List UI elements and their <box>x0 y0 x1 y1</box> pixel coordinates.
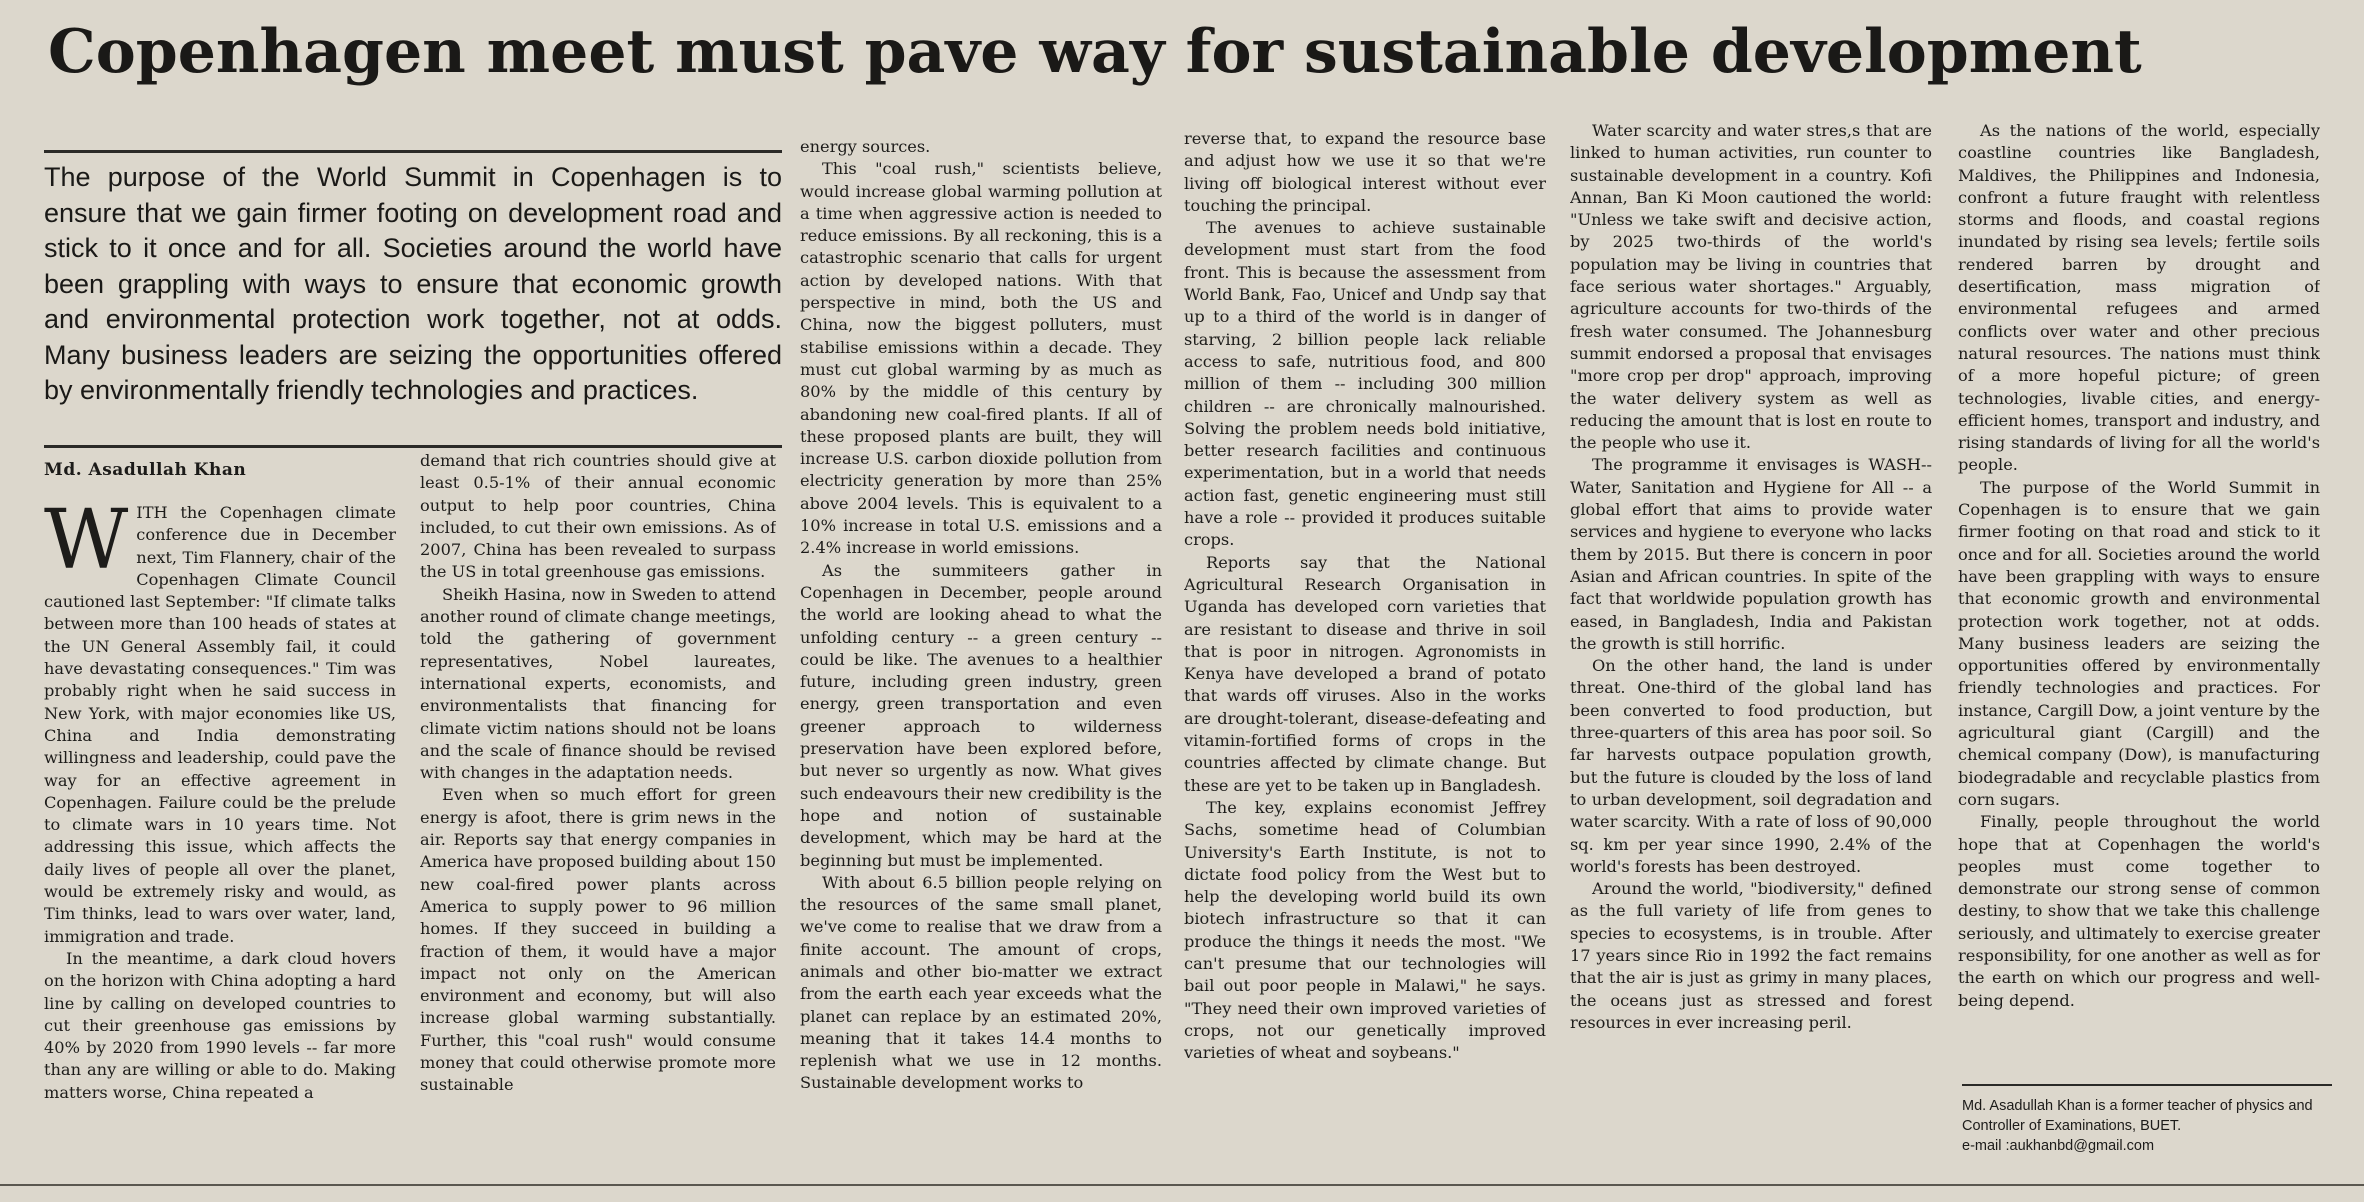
deck-bottom-rule <box>44 445 782 448</box>
footnote-email: e-mail :aukhanbd@gmail.com <box>1962 1138 2155 1154</box>
paragraph: Even when so much effort for green energy is afoot, there is grim news in the air. Reports say that energy companies in America have proposed building about 150 new coal-fired power plants across America to supply power to 96 million homes. If they succeed in building a fraction of them, it would have a major impact not only on the American environment and economy, but will also increase global warming substantially. Further, this "coal rush" would consume money that could otherwise promote more sustainable <box>420 785 776 1095</box>
paragraph: The avenues to achieve sustainable development must start from the food front. This is because the assessment from World Bank, Fao, Unicef and Undp say that up to a third of the world is in danger of starving, 2 billion people lack reliable access to safe, nutritious food, and 800 million of them -- including 300 million children -- are chronically malnourished. Solving the problem needs bold initiative, better research facilities and continuous experimentation, but in a world that needs action fast, genetic engineering must still have a role -- provided it produces suitable crops. <box>1184 218 1546 550</box>
column-1 <box>44 502 396 1172</box>
author-footnote <box>1962 1096 2342 1156</box>
paragraph: Water scarcity and water stres,s that are linked to human activities, run counter to sustainable development in a country. Kofi Annan, Ban Ki Moon cautioned the world: "Unless we take swift and decisive action, by 2025 two-thirds of the world's population may be living in countries that face serious water shortages." Arguably, agriculture accounts for two-thirds of the fresh water consumed. The Johannesburg summit endorsed a proposal that envisages "more crop per drop" approach, improving the water delivery system as well as reducing the amount that is lost en route to the people who use it. <box>1570 121 1932 453</box>
paragraph: The key, explains economist Jeffrey Sachs, sometime head of Columbian University's Earth Institute, is not to dictate food policy from the West but to help the developing world build its own biotech infrastructure so that it can produce the things it needs the most. "We can't presume that our technologies will bail out poor people in Malawi," he says. "They need their own improved varieties of crops, not our genetically improved varieties of wheat and soybeans." <box>1184 797 1546 1063</box>
paragraph: In the meantime, a dark cloud hovers on the horizon with China adopting a hard line by calling on developed countries to cut their greenhouse gas emissions by 40% by 2020 from 1990 levels -- far more than any are willing or able to do. Making matters worse, China repeated a <box>44 948 396 1102</box>
paragraph: reverse that, to expand the resource base and adjust how we use it so that we're living off biological interest without ever touching the principal. <box>1184 129 1546 215</box>
paragraph: This "coal rush," scientists believe, would increase global warming pollution at a time when aggressive action is needed to reduce emissions. By all reckoning, this is a catastrophic scenario that calls for urgent action by developed nations. With that perspective in mind, both the US and China, now the biggest polluters, must stabilise emissions within a decade. They must cut global warming by as much as 80% by the middle of this century by abandoning new coal-fired plants. If all of these proposed plants are built, they will increase U.S. carbon dioxide pollution from electricity generation by more than 25% above 2004 levels. This is equivalent to a 10% increase in total U.S. emissions and a 2.4% increase in world emissions. <box>800 159 1162 558</box>
lead-paragraph <box>44 502 396 948</box>
column-6 <box>1958 120 2320 1072</box>
page-bottom-rule <box>0 1184 2364 1186</box>
headline: Copenhagen meet must pave way for sustainable development <box>48 17 2142 87</box>
footnote-rule <box>1962 1084 2332 1086</box>
paragraph: The purpose of the World Summit in Copenhagen is to ensure that we gain firmer footing on that road and stick to it once and for all. Societies around the world have been grappling with ways to ensure that economic growth and environmental protection work together, not at odds. Many business leaders are seizing the opportunities offered by environmentally friendly technologies and practices. For instance, Cargill Dow, a joint venture by the agricultural giant (Cargill) and the chemical company (Dow), is manufacturing biodegradable and recyclable plastics from corn sugars. <box>1958 477 2320 809</box>
column-4 <box>1184 128 1546 1172</box>
footnote-line: Md. Asadullah Khan is a former teacher of physics and <box>1962 1098 2313 1114</box>
paragraph: Around the world, "biodiversity," defined as the full variety of life from genes to species to ecosystems, is in trouble. After 17 years since Rio in 1992 the fact remains that the air is just as grimy in many places, the oceans just as stressed and forest resources in ever increasing peril. <box>1570 879 1932 1032</box>
paragraph: Sheikh Hasina, now in Sweden to attend another round of climate change meetings, told the gathering of government representatives, Nobel laureates, international experts, economists, and environmentalists that financing for climate victim nations should not be loans and the scale of finance should be revised with changes in the adaptation needs. <box>420 584 776 783</box>
paragraph: Reports say that the National Agricultural Research Organisation in Uganda has developed corn varieties that are resistant to disease and thrive in soil that is poor in nitrogen. Agronomists in Kenya have developed a brand of potato that wards off viruses. Also in the works are drought-tolerant, disease-defeating and vitamin-fortified forms of crops in the countries affected by climate change. But these are yet to be taken up in Bangladesh. <box>1184 552 1546 795</box>
paragraph: On the other hand, the land is under threat. One-third of the global land has been converted to food production, but three-quarters of this area has poor soil. So far harvests outpace population growth, but the future is clouded by the loss of land to urban development, soil degradation and water scarcity. With a rate of loss of 90,000 sq. km per year since 1990, 2.4% of the world's forests has been destroyed. <box>1570 656 1932 876</box>
paragraph: The programme it envisages is WASH-- Water, Sanitation and Hygiene for All -- a global effort that aims to provide water services and hygiene to everyone who lacks them by 2015. But there is concern in poor Asian and African countries. In spite of the fact that worldwide population growth has eased, in Bangladesh, India and Pakistan the growth is still horrific. <box>1570 455 1932 653</box>
column-5 <box>1570 120 1932 1172</box>
drop-cap: W <box>44 502 129 588</box>
column-2 <box>420 450 776 1172</box>
paragraph: Finally, people throughout the world hope that at Copenhagen the world's peoples must come together to demonstrate our strong sense of common destiny, to show that we take this challenge seriously, and ultimately to exercise greater responsibility, for one another as well as for the earth on which our progress and well-being depend. <box>1958 812 2320 1010</box>
lead-text: ITH the Copenhagen climate conference due in December next, Tim Flannery, chair of the Copenhagen Climate Council cautioned last September: "If climate talks between more than 100 heads of states at the UN General Assembly fail, it could have devastating consequences." Tim was probably right when he said success in New York, with major economies like US, China and India demonstrating willingness and leadership, could pave the way for an effective agreement in Copenhagen. Failure could be the prelude to climate wars in 10 years time. Not addressing this issue, which affects the daily lives of people all over the planet, would be extremely risky and would, as Tim thinks, lead to wars over water, land, immigration and trade. <box>44 503 396 946</box>
paragraph: As the nations of the world, especially coastline countries like Bangladesh, Maldives, the Philippines and Indonesia, confront a future fraught with relentless storms and floods, and coastal regions inundated by rising sea levels; fertile soils rendered barren by drought and desertification, mass migration of environmental refugees and armed conflicts over water and other precious natural resources. The nations must think of a more hopeful picture; of green technologies, livable cities, and energy-efficient homes, transport and industry, and rising standards of living for all the world's people. <box>1958 121 2320 475</box>
deck-top-rule <box>44 150 782 153</box>
paragraph: With about 6.5 billion people relying on the resources of the same small planet, we've come to realise that we draw from a finite account. The amount of crops, animals and other bio-matter we extract from the earth each year exceeds what the planet can replace by an estimated 20%, meaning that it takes 14.4 months to replenish what we use in 12 months. Sustainable development works to <box>800 872 1162 1093</box>
footnote-line: Controller of Examinations, BUET. <box>1962 1118 2182 1134</box>
byline: Md. Asadullah Khan <box>44 460 247 480</box>
paragraph: energy sources. <box>800 137 931 156</box>
deck-summary: The purpose of the World Summit in Copenhagen is to ensure that we gain firmer footing on development road and stick to it once and for all. Societies around the world have been grappling with ways to ensure that economic growth and environmental protection work together, not at odds. Many business leaders are seizing the opportunities offered by environmentally friendly technologies and practices. <box>44 162 782 405</box>
column-3 <box>800 136 1162 1172</box>
paragraph: As the summiteers gather in Copenhagen in December, people around the world are looking ahead to what the unfolding century -- a green century -- could be like. The avenues to a healthier future, including green industry, green energy, green transportation and even greener approach to wilderness preservation have been explored before, but never so urgently as now. What gives such endeavours their new credibility is the hope and notion of sustainable development, which may be hard at the beginning but must be implemented. <box>800 560 1162 870</box>
paragraph: demand that rich countries should give at least 0.5-1% of their annual economic output to help poor countries, China included, to cut their own emissions. As of 2007, China has been revealed to surpass the US in total greenhouse gas emissions. <box>420 451 776 582</box>
